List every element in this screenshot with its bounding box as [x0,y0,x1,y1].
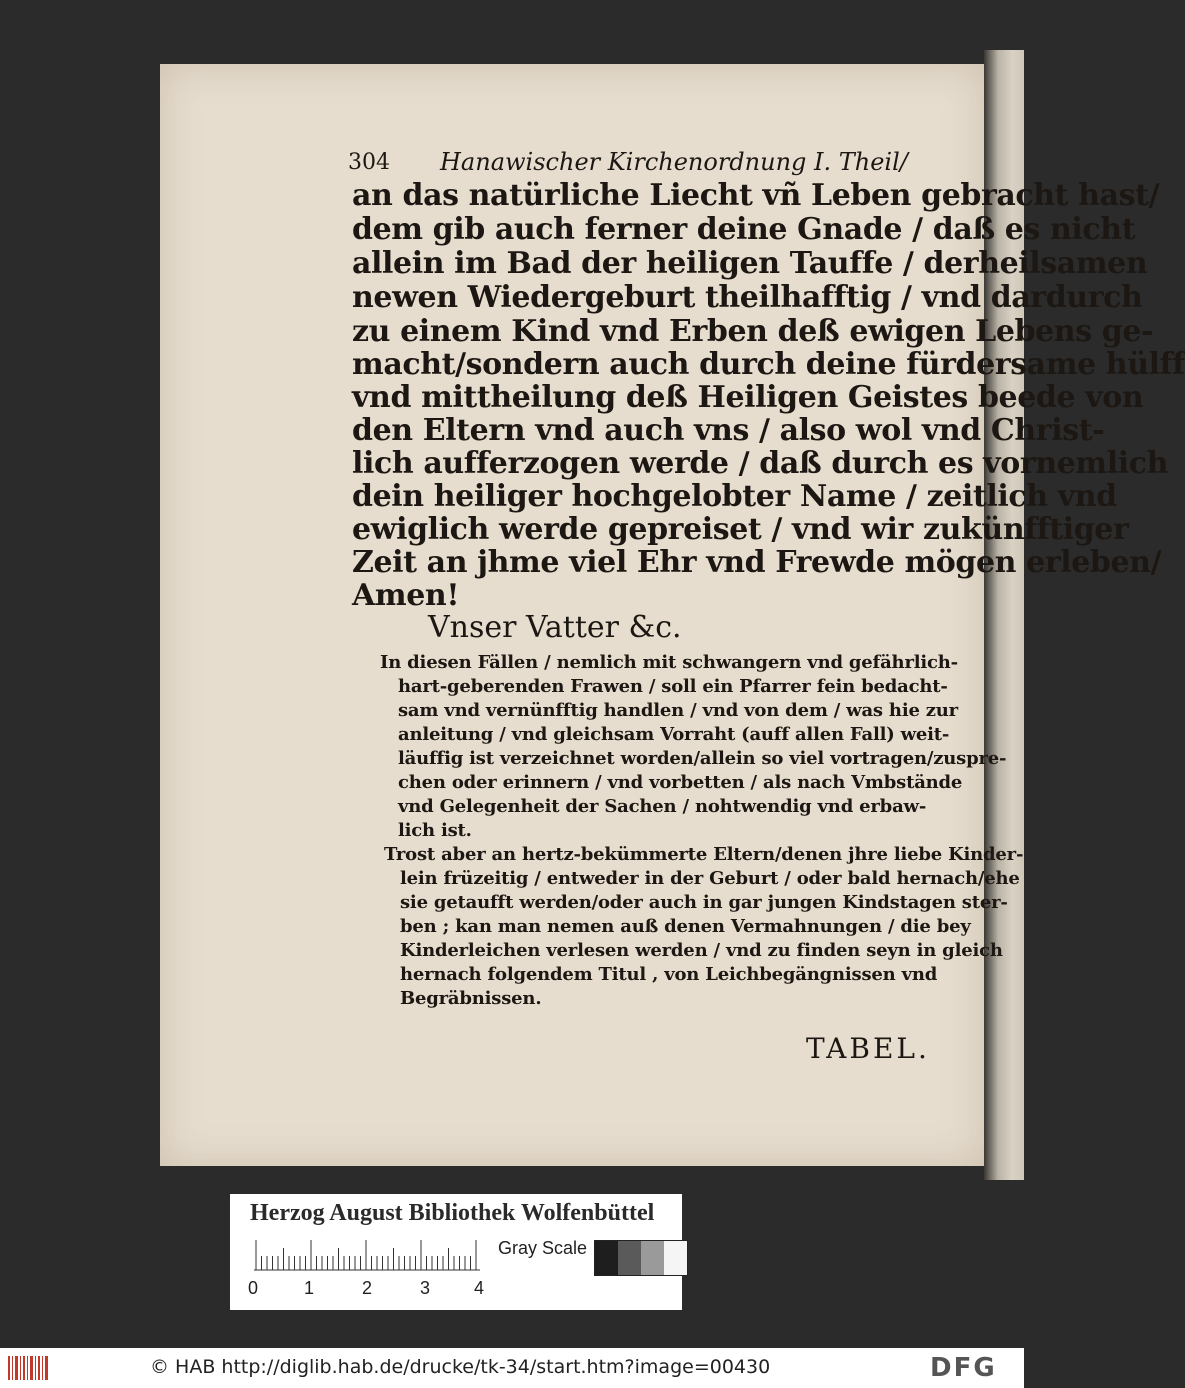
catchword: TABEL. [806,1032,930,1065]
rubric-line: läuffig ist verzeichnet worden/allein so viel vortragen/zuspre- [398,748,1007,769]
gray-swatch [618,1241,641,1275]
library-color-card [230,1194,682,1310]
rubric-line: sam vnd vernünfftig handlen / vnd von dem / was hie zur [398,700,958,721]
main-text-line: vnd mittheilung deß Heiligen Geistes beede von [352,380,1144,415]
gray-swatch [664,1241,687,1275]
gray-swatch [595,1241,618,1275]
scale-number: 0 [248,1278,259,1298]
gray-swatch [641,1241,664,1275]
main-text-line: Amen! [352,578,460,613]
main-text-line: dem gib auch ferner deine Gnade / daß es nicht [352,212,1136,247]
rubric-line: vnd Gelegenheit der Sachen / nohtwendig vnd erbaw- [398,796,927,817]
main-text-line: Zeit an jhme viel Ehr vnd Frewde mögen erleben/ [352,545,1162,580]
main-text-line: den Eltern vnd auch vns / also wol vnd Christ- [352,413,1105,448]
main-text-line: an das natürliche Liecht vñ Leben gebracht hast/ [352,178,1160,213]
scale-number: 2 [362,1278,373,1298]
rubric-line: hart-geberenden Frawen / soll ein Pfarrer fein bedacht- [398,676,948,697]
main-text-line: macht/sondern auch durch deine fürdersame hülff [352,347,1185,382]
main-text-line: lich aufferzogen werde / daß durch es vornemlich [352,446,1169,481]
rubric-line: ben ; kan man nemen auß denen Vermahnungen / die bey [400,916,971,937]
rubric-line: hernach folgendem Titul , von Leichbegängnissen vnd [400,964,938,985]
ruler-scale [254,1240,480,1276]
scale-number: 1 [304,1278,315,1298]
running-head: Hanawischer Kirchenordnung I. Theil/ [440,148,908,176]
subheading: Vnser Vatter &c. [428,610,682,645]
scale-number: 4 [474,1278,485,1298]
rubric-line: lein früzeitig / entweder in der Geburt / oder bald hernach/ehe [400,868,1020,889]
rubric-line: sie getaufft werden/oder auch in gar jungen Kindstagen ster- [400,892,1008,913]
main-text-line: newen Wiedergeburt theilhafftig / vnd dardurch [352,280,1143,315]
rubric-line: chen oder erinnern / vnd vorbetten / als nach Vmbstände [398,772,963,793]
gray-scale-label: Gray Scale [498,1238,588,1258]
barcode-icon [8,1354,50,1382]
rubric-line: Kinderleichen verlesen werden / vnd zu finden seyn in gleich [400,940,1003,961]
rubric-line: anleitung / vnd gleichsam Vorraht (auff allen Fall) weit- [398,724,950,745]
copyright-url[interactable]: © HAB http://diglib.hab.de/drucke/tk-34/start.htm?image=00430 [150,1356,771,1378]
page-number: 304 [348,150,390,175]
rubric-line: Trost aber an hertz-bekümmerte Eltern/denen jhre liebe Kinder- [384,844,1024,865]
main-text-line: dein heiliger hochgelobter Name / zeitlich vnd [352,479,1117,514]
gray-scale-swatches [594,1240,688,1276]
main-text-line: zu einem Kind vnd Erben deß ewigen Lebens ge- [352,314,1154,349]
dfg-logo: DFG [930,1353,997,1383]
main-text-line: allein im Bad der heiligen Tauffe / derheilsamen [352,246,1148,281]
rubric-line: In diesen Fällen / nemlich mit schwangern vnd gefährlich- [380,652,958,673]
scale-numbers [248,1278,488,1302]
main-text-line: ewiglich werde gepreiset / vnd wir zukünfftiger [352,512,1129,547]
rubric-line: lich ist. [398,820,472,841]
footer-bar [0,1348,1024,1388]
scale-number: 3 [420,1278,431,1298]
library-name: Herzog August Bibliothek Wolfenbüttel [250,1200,655,1226]
rubric-line: Begräbnissen. [400,988,542,1009]
